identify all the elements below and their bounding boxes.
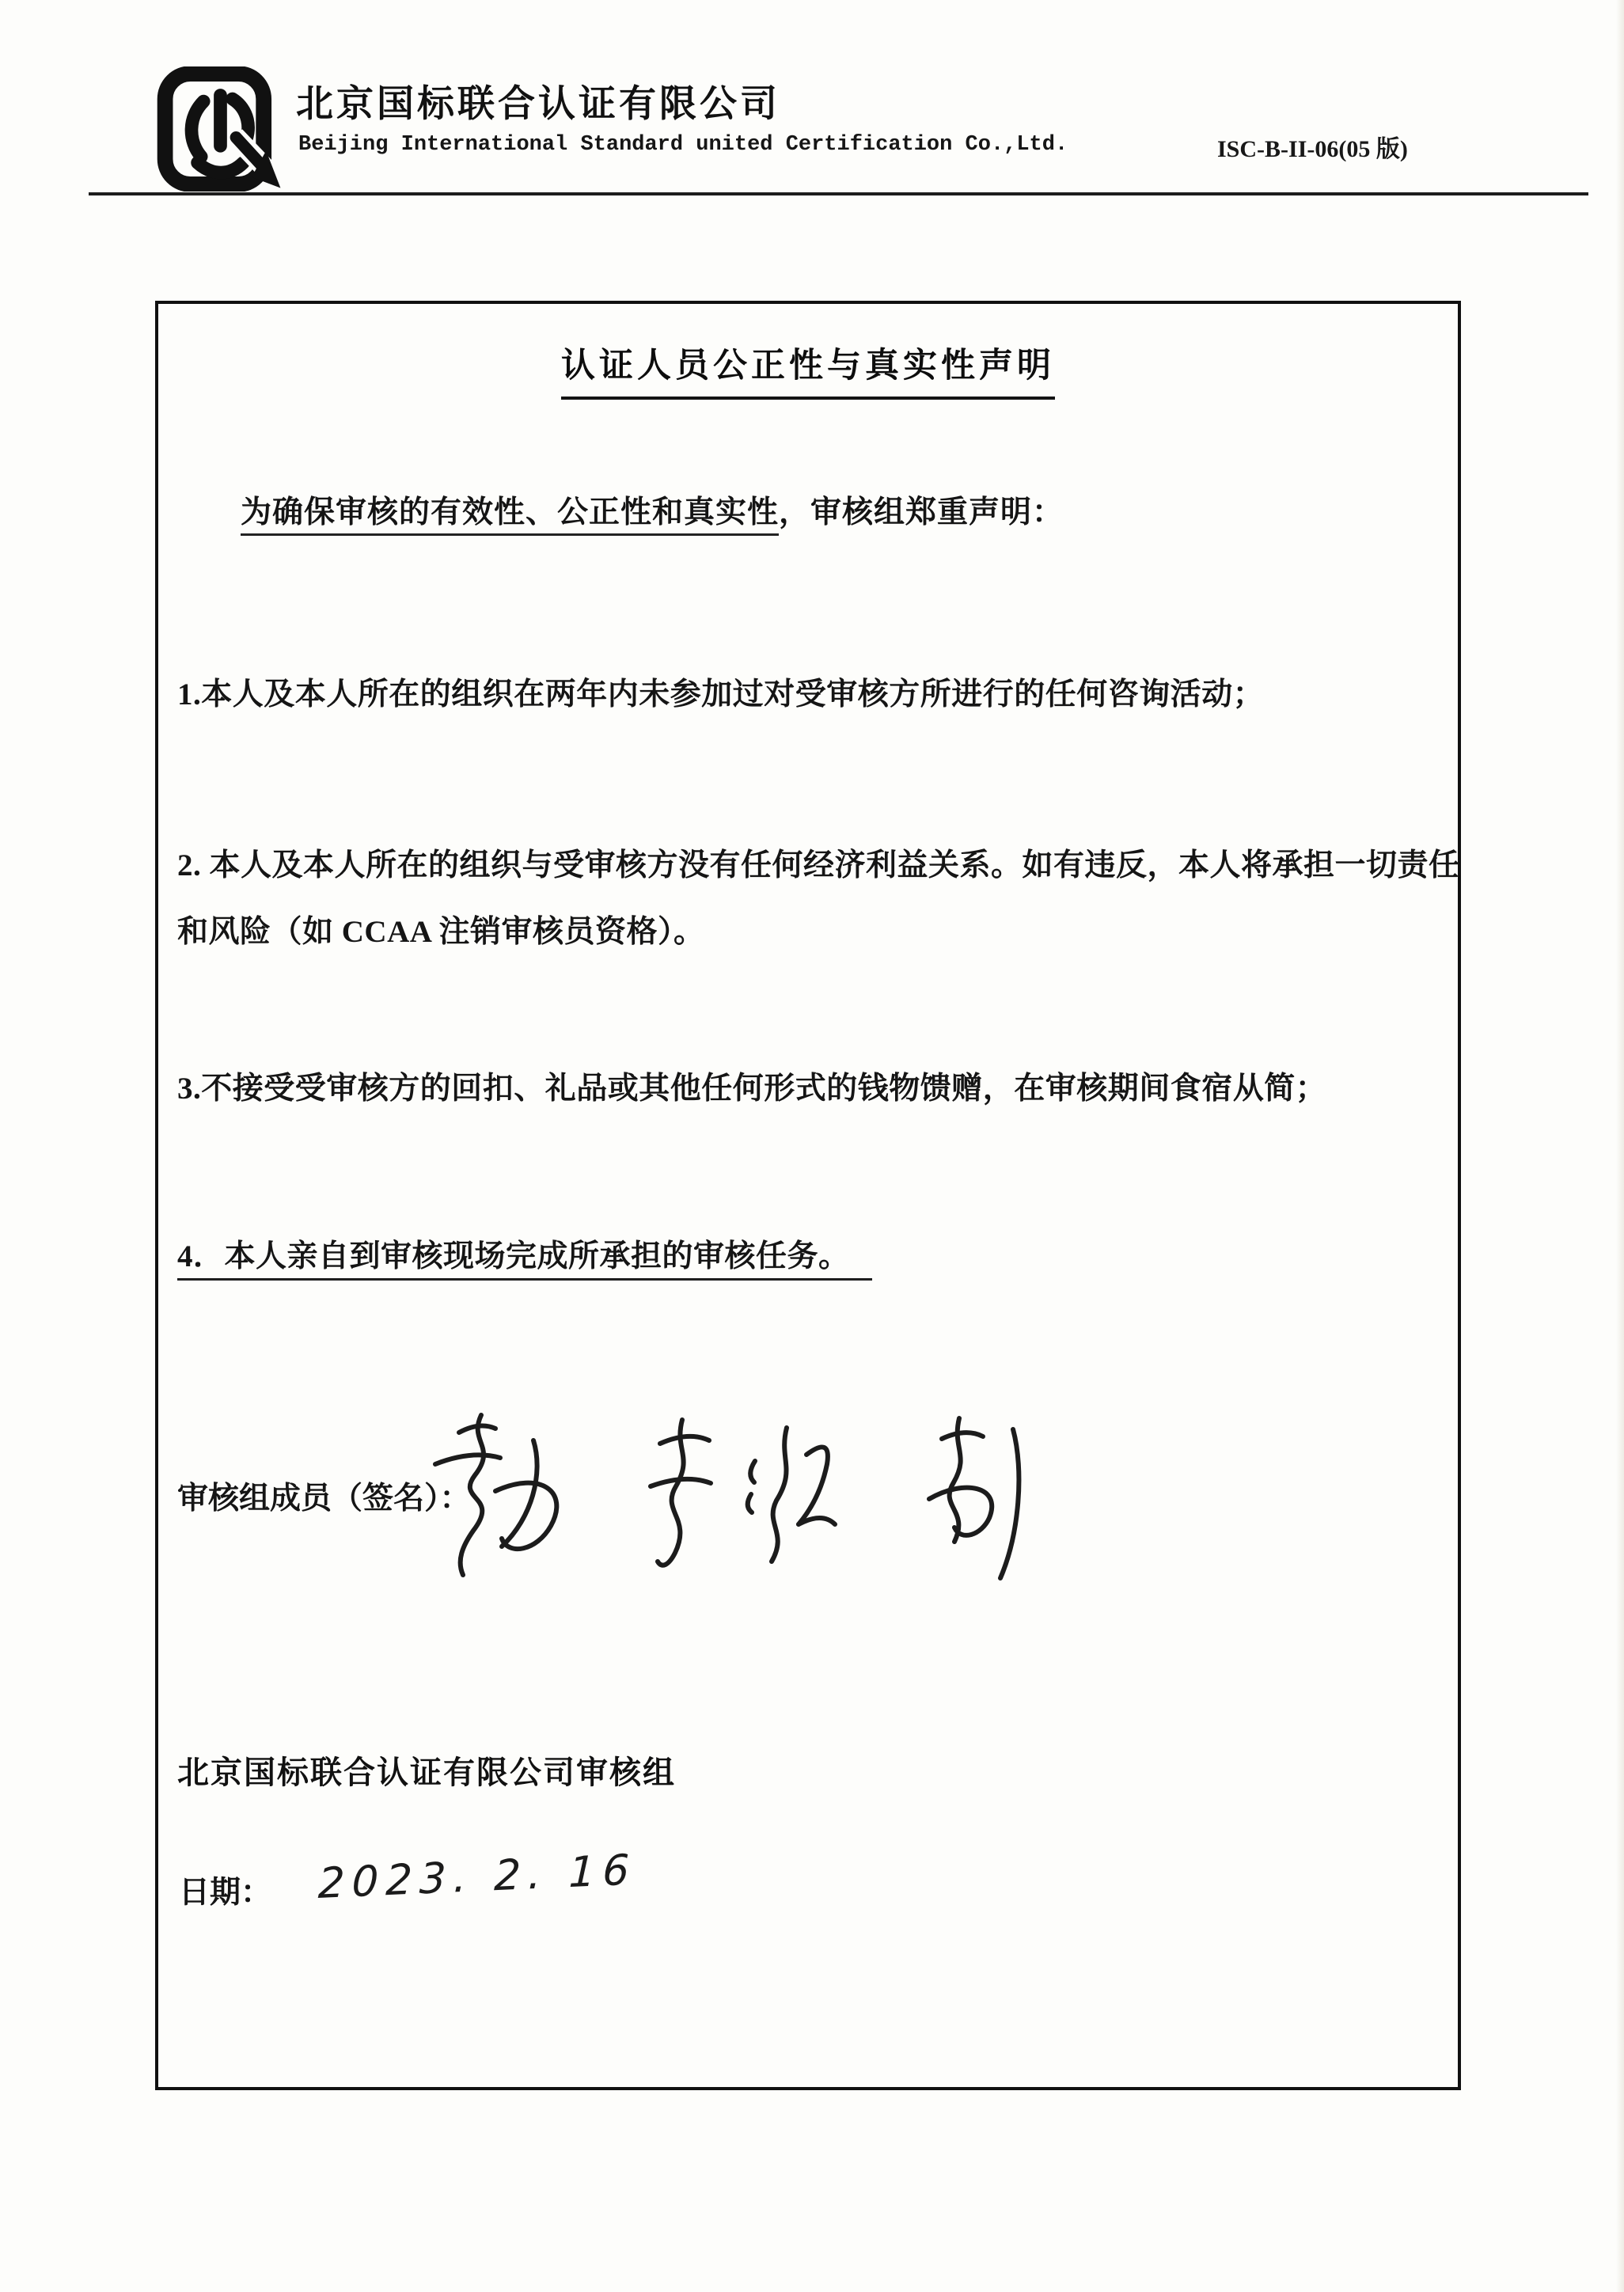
company-logo-icon xyxy=(155,66,288,192)
signature-3 xyxy=(929,1418,1019,1578)
date-label: 日期： xyxy=(179,1876,272,1910)
declaration-item-2: 2. 本人及本人所在的组织与受审核方没有任何经济利益关系。如有违反，本人将承担一切责任和风险（如 CCAA 注销审核员资格）。 xyxy=(177,848,1460,949)
intro-rest-text: ，审核组郑重声明： xyxy=(779,495,1064,529)
scan-edge-artifact xyxy=(1616,0,1624,2292)
intro-underlined-text: 为确保审核的有效性、公正性和真实性 xyxy=(241,495,779,536)
declaration-item-4 xyxy=(177,1231,872,1276)
company-name-zh: 北京国标联合认证有限公司 xyxy=(296,82,780,124)
date-row xyxy=(179,1846,637,1913)
header-divider xyxy=(89,192,1588,195)
signature-label: 审核组成员（签名）： xyxy=(177,1482,471,1516)
handwritten-date: 2023. 2. 16 xyxy=(317,1846,637,1908)
signature-1 xyxy=(435,1415,556,1575)
audit-team-line: 北京国标联合认证有限公司审核组 xyxy=(177,1755,676,1790)
declaration-title xyxy=(158,339,1458,400)
company-name-en: Beijing International Standard united Certification Co.,Ltd. xyxy=(298,133,1068,157)
declaration-box xyxy=(155,301,1461,2090)
form-code: ISC-B-II-06(05 版) xyxy=(1217,136,1408,162)
signature-2 xyxy=(651,1420,835,1565)
handwritten-signatures xyxy=(413,1406,1086,1602)
declaration-item-3: 3.不接受受审核方的回扣、礼品或其他任何形式的钱物馈赠，在审核期间食宿从简； xyxy=(177,1072,1327,1106)
declaration-item-4-text: 4．本人亲自到审核现场完成所承担的审核任务。 xyxy=(177,1239,872,1281)
intro-paragraph xyxy=(241,488,1064,532)
declaration-item-1: 1.本人及本人所在的组织在两年内未参加过对受审核方所进行的任何咨询活动； xyxy=(177,677,1265,712)
declaration-title-text: 认证人员公正性与真实性声明 xyxy=(561,339,1055,400)
